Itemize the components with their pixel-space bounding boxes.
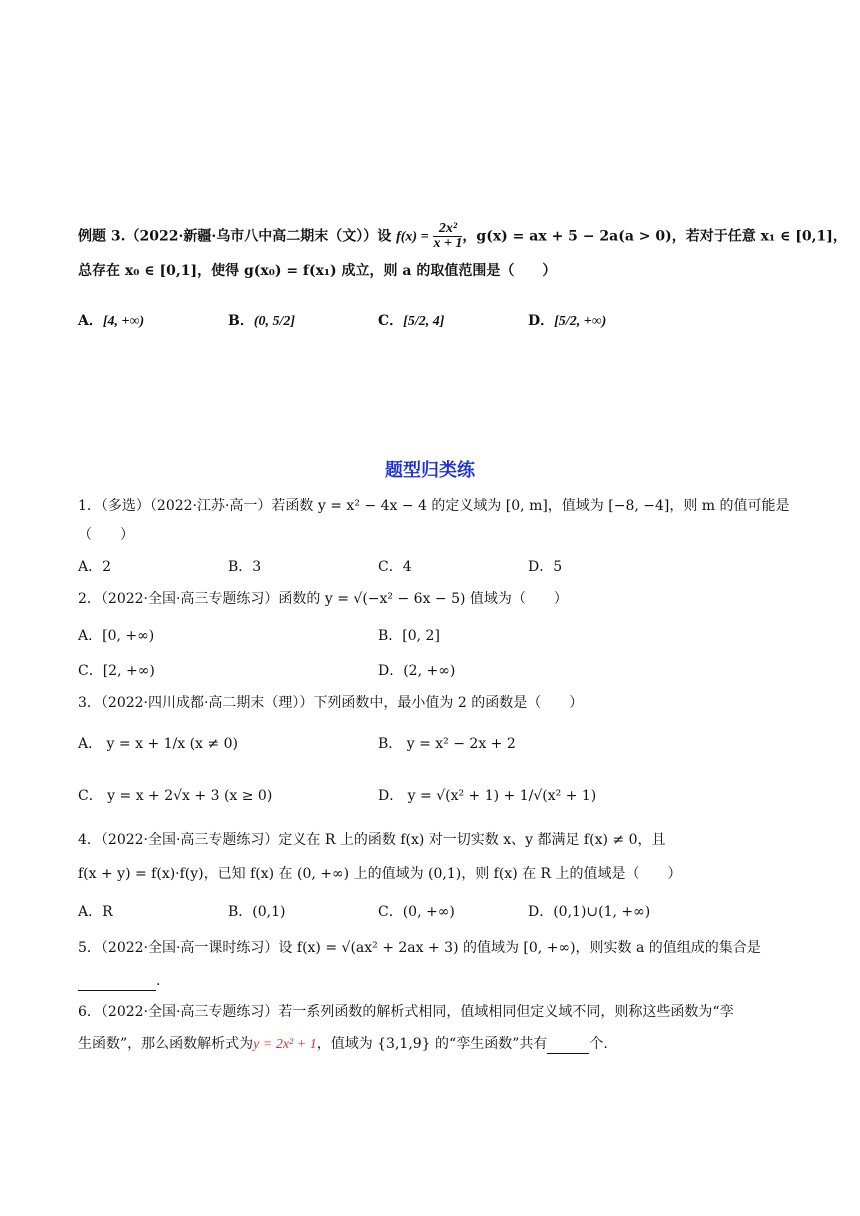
- question-1-line-2: （ ）: [78, 527, 134, 543]
- example-label: 例题 3.: [78, 228, 126, 245]
- example-stem: 设: [377, 228, 392, 245]
- q3-option-b: B． y = x² − 2x + 2: [378, 736, 516, 752]
- question-5-line-1: 5．（2022·全国·高一课时练习）设 f(x) = √(ax² + 2ax + 3) 的值域为 [0, +∞)，则实数 a 的值组成的集合是: [78, 940, 761, 956]
- question-6-line-2: 生函数”，那么函数解析式为y = 2x² + 1，值域为 {3,1,9} 的“孪生函数”共有 个.: [78, 1036, 608, 1052]
- f-definition: f(x) =: [396, 229, 429, 245]
- q3-option-d: D． y = √(x² + 1) + 1/√(x² + 1): [378, 788, 597, 804]
- example-option-c: C．[5/2, 4]: [378, 313, 445, 329]
- q1-option-a: A．2: [78, 559, 112, 575]
- q2-option-a: A．[0, +∞): [78, 628, 155, 644]
- q2-option-b: B．[0, 2]: [378, 628, 440, 644]
- red-formula: y = 2x² + 1: [253, 1037, 317, 1052]
- f-numerator: 2x²: [433, 222, 462, 237]
- question-1-line-1: 1．（多选）（2022·江苏·高一）若函数 y = x² − 4x − 4 的定义域为 [0, m]，值域为 [−8, −4]，则 m 的值可能是: [78, 498, 790, 514]
- answer-blank[interactable]: [547, 1035, 589, 1054]
- q2-option-d: D．(2, +∞): [378, 663, 456, 679]
- example-option-a: A．[4, +∞): [78, 313, 145, 329]
- f-denominator: x + 1: [433, 236, 463, 251]
- q1-option-d: D．5: [528, 559, 563, 575]
- q4-option-c: C．(0, +∞): [378, 904, 455, 920]
- question-4-line-1: 4．（2022·全国·高三专题练习）定义在 R 上的函数 f(x) 对一切实数 x、y 都满足 f(x) ≠ 0，且: [78, 832, 666, 848]
- q3-option-c: C． y = x + 2√x + 3 (x ≥ 0): [78, 788, 273, 804]
- q4-option-d: D．(0,1)∪(1, +∞): [528, 904, 651, 920]
- question-2-line-1: 2．（2022·全国·高三专题练习）函数的 y = √(−x² − 6x − 5) 值域为（ ）: [78, 591, 568, 607]
- answer-blank[interactable]: [78, 972, 156, 991]
- f-fraction: [433, 222, 462, 251]
- example-source: （2022·新疆·乌市八中高二期末（文））: [125, 228, 378, 245]
- q4-option-b: B．(0,1): [228, 904, 286, 920]
- question-6-line-1: 6．（2022·全国·高三专题练习）若一系列函数的解析式相同，值域相同但定义域不同，则称这些函数为“孪: [78, 1004, 734, 1020]
- example-option-b: B．(0, 5/2]: [228, 313, 296, 329]
- question-5-line-2: .: [78, 972, 160, 991]
- q1-option-b: B．3: [228, 559, 262, 575]
- g-definition: ，g(x) = ax + 5 − 2a(a > 0)，若对于任意 x₁ ∈ [0,1]，: [462, 228, 847, 245]
- example-option-d: D．[5/2, +∞): [528, 313, 607, 329]
- q4-option-a: A．R: [78, 904, 113, 920]
- q3-option-a: A． y = x + 1/x (x ≠ 0): [78, 736, 238, 752]
- example-3-line-1: [78, 222, 847, 251]
- q2-option-c: C．[2, +∞): [78, 663, 155, 679]
- question-4-line-2: f(x + y) = f(x)·f(y)，已知 f(x) 在 (0, +∞) 上的值域为 (0,1)，则 f(x) 在 R 上的值域是（ ）: [78, 866, 682, 882]
- q1-option-c: C．4: [378, 559, 412, 575]
- question-3-line-1: 3．（2022·四川成都·高二期末（理））下列函数中，最小值为 2 的函数是（ ）: [78, 695, 584, 711]
- section-title: 题型归类练: [385, 460, 475, 481]
- example-3-line-2: 总存在 x₀ ∈ [0,1]，使得 g(x₀) = f(x₁) 成立，则 a 的取值范围是（ ）: [78, 263, 557, 279]
